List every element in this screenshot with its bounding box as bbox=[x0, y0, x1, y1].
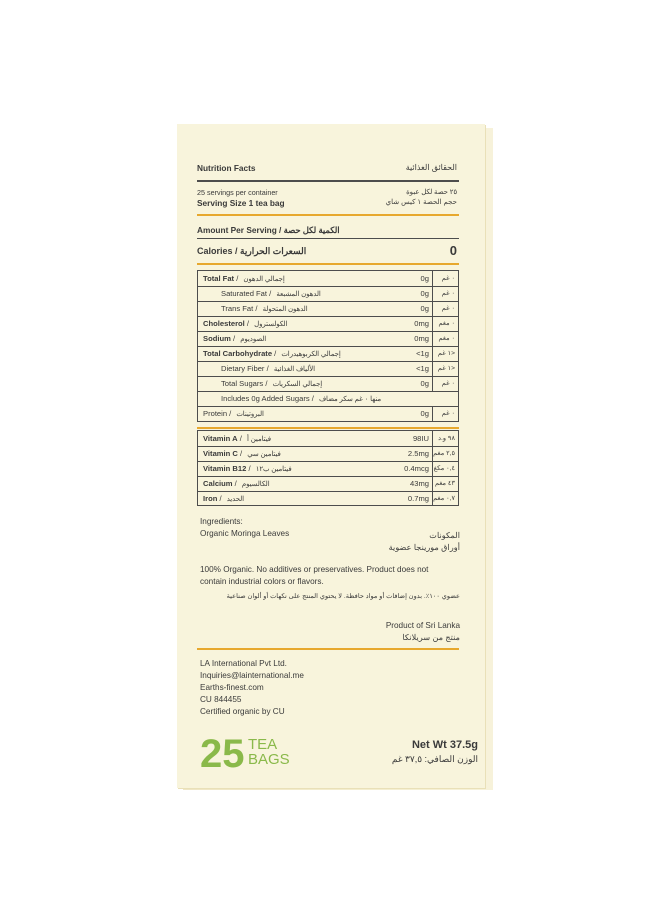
amount-divider bbox=[197, 238, 459, 239]
servings-en: 25 servings per container bbox=[197, 188, 278, 197]
calories-divider bbox=[197, 263, 459, 265]
nutrient-amount: 0g bbox=[420, 304, 429, 313]
calories-value: 0 bbox=[449, 243, 457, 258]
nutrition-title-ar: الحقائق الغذائية bbox=[405, 163, 457, 172]
separator: / bbox=[263, 379, 270, 388]
calories-label: Calories / السعرات الحرارية bbox=[197, 246, 307, 256]
nutrient-label bbox=[203, 319, 288, 328]
ingredients-heading-ar: المكونات bbox=[429, 531, 460, 540]
row-divider bbox=[197, 406, 459, 407]
nutrient-name-ar: الدهون المشبعة bbox=[276, 291, 321, 298]
nutrient-row bbox=[197, 271, 459, 286]
column-divider bbox=[432, 286, 433, 301]
nutrient-amount-ar: <١ غم bbox=[437, 350, 455, 357]
vitamin-amount-ar: ٠,٤ مكغ bbox=[433, 465, 455, 472]
vitamin-name-ar: فيتامين أ bbox=[246, 436, 272, 443]
vitamin-name: Vitamin B12 bbox=[203, 464, 247, 473]
nutrient-row bbox=[197, 361, 459, 376]
row-divider bbox=[197, 446, 459, 447]
nutrient-name-ar: الكولسترول bbox=[254, 321, 288, 328]
nutrient-label bbox=[203, 274, 285, 283]
nutrient-amount-ar: ٠ غم bbox=[441, 410, 455, 417]
nutrient-row bbox=[197, 346, 459, 361]
title-divider bbox=[197, 180, 459, 182]
nutrient-name-ar: الدهون المتحولة bbox=[262, 306, 308, 313]
vitamin-amount: 0.4mcg bbox=[404, 464, 429, 473]
vitamin-amount-ar: ٠,٧ مغم bbox=[433, 495, 455, 502]
vitamin-name: Vitamin A bbox=[203, 434, 238, 443]
nutrient-name: Dietary Fiber bbox=[221, 364, 265, 373]
servings-ar: ٢٥ حصة لكل عبوة bbox=[406, 189, 457, 196]
row-divider bbox=[197, 461, 459, 462]
company-website: Earths-finest.com bbox=[200, 683, 264, 692]
nutrient-name-ar: منها ٠ غم سكر مضاف bbox=[319, 396, 382, 403]
vitamin-name: Calcium bbox=[203, 479, 233, 488]
nutrient-amount: <1g bbox=[416, 349, 429, 358]
company-email: Inquiries@lainternational.me bbox=[200, 671, 304, 680]
nutrient-amount-ar: ٠ غم bbox=[441, 380, 455, 387]
nutrient-amount-ar: ٠ مغم bbox=[438, 320, 455, 327]
company-name: LA International Pvt Ltd. bbox=[200, 659, 287, 668]
row-divider bbox=[197, 301, 459, 302]
column-divider bbox=[432, 376, 433, 391]
nutrient-amount-ar: ٠ غم bbox=[441, 290, 455, 297]
nutrient-label bbox=[203, 334, 266, 343]
nutrient-amount-ar: ٠ غم bbox=[441, 305, 455, 312]
origin-divider bbox=[197, 648, 459, 650]
separator: / bbox=[234, 274, 241, 283]
row-divider bbox=[197, 376, 459, 377]
separator: / bbox=[253, 304, 260, 313]
column-divider bbox=[432, 406, 433, 421]
serving-size-en: Serving Size 1 tea bag bbox=[197, 198, 285, 208]
vitamin-amount: 2.5mg bbox=[407, 449, 429, 458]
separator: / bbox=[227, 409, 234, 418]
tea-bag-count: 25 bbox=[200, 732, 245, 776]
ingredients-heading: Ingredients: bbox=[200, 517, 243, 526]
nutrient-label bbox=[221, 364, 315, 373]
origin-ar: منتج من سريلانكا bbox=[402, 633, 460, 642]
nutrient-name: Trans Fat bbox=[221, 304, 254, 313]
nutrient-name-ar: البروتينات bbox=[236, 411, 264, 418]
row-divider bbox=[197, 361, 459, 362]
separator: / bbox=[309, 394, 317, 403]
row-divider bbox=[197, 331, 459, 332]
separator: / bbox=[264, 364, 271, 373]
certified-organic: Certified organic by CU bbox=[200, 707, 285, 716]
nutrient-amount: <1g bbox=[416, 364, 429, 373]
nutrient-name: Protein bbox=[203, 409, 228, 418]
vitamin-row bbox=[197, 476, 459, 491]
vitamin-amount-ar: ٤٣ مغم bbox=[434, 480, 455, 487]
vitamin-name: Iron bbox=[203, 494, 218, 503]
net-weight: Net Wt 37.5g bbox=[411, 739, 478, 751]
row-divider bbox=[197, 346, 459, 347]
column-divider bbox=[432, 431, 433, 446]
net-weight-ar: الوزن الصافي: ٣٧,٥ غم bbox=[391, 754, 478, 764]
nutrient-row bbox=[197, 286, 459, 301]
nutrient-label bbox=[203, 349, 341, 358]
vitamin-name-ar: الحديد bbox=[226, 496, 245, 503]
nutrient-label bbox=[221, 304, 308, 313]
nutrient-row bbox=[197, 406, 459, 421]
nutrient-amount: 0g bbox=[420, 274, 429, 283]
vitamin-name: Vitamin C bbox=[203, 449, 238, 458]
column-divider bbox=[432, 361, 433, 376]
vitamin-name-ar: فيتامين سي bbox=[247, 451, 281, 458]
amount-per-serving-label: Amount Per Serving / الكمية لكل حصة bbox=[197, 225, 340, 235]
claims-ar: عضوي ١٠٠٪. بدون إضافات أو مواد حافظة. لا يحتوي المنتج على نكهات أو ألوان صناعية bbox=[226, 593, 460, 600]
ingredients-list-ar: أوراق مورينجا عضوية bbox=[388, 543, 460, 552]
column-divider bbox=[432, 346, 433, 361]
row-divider bbox=[197, 316, 459, 317]
nutrition-title-en: Nutrition Facts bbox=[197, 163, 256, 173]
tea-label: TEA bbox=[248, 736, 278, 753]
separator: / bbox=[244, 319, 252, 328]
separator: / bbox=[232, 479, 239, 488]
vitamin-name-ar: فيتامين ب١٢ bbox=[255, 466, 292, 473]
vitamin-amount: 0.7mg bbox=[407, 494, 429, 503]
column-divider bbox=[432, 316, 433, 331]
separator: / bbox=[217, 494, 224, 503]
vitamins-divider bbox=[197, 427, 459, 429]
nutrient-label bbox=[221, 394, 381, 403]
column-divider bbox=[432, 301, 433, 316]
nutrient-amount: 0mg bbox=[414, 334, 429, 343]
separator: / bbox=[237, 434, 244, 443]
separator: / bbox=[230, 334, 238, 343]
ingredients-list: Organic Moringa Leaves bbox=[200, 529, 290, 538]
column-divider bbox=[432, 331, 433, 346]
vitamin-row bbox=[197, 431, 459, 446]
nutrient-row bbox=[197, 391, 459, 406]
nutrient-row bbox=[197, 301, 459, 316]
vitamin-row bbox=[197, 491, 459, 506]
nutrient-amount-ar: ٠ مغم bbox=[438, 335, 455, 342]
vitamin-amount: 43mg bbox=[410, 479, 429, 488]
row-divider bbox=[197, 491, 459, 492]
nutrient-name: Includes 0g Added Sugars bbox=[221, 394, 310, 403]
nutrient-name-ar: الصوديوم bbox=[240, 336, 267, 343]
separator: / bbox=[237, 449, 245, 458]
column-divider bbox=[432, 476, 433, 491]
vitamin-row bbox=[197, 446, 459, 461]
nutrient-name-ar: إجمالي السكريات bbox=[272, 381, 323, 388]
separator: / bbox=[246, 464, 253, 473]
nutrient-name: Total Carbohydrate bbox=[203, 349, 273, 358]
separator: / bbox=[272, 349, 279, 358]
vitamin-amount: 98IU bbox=[412, 434, 429, 443]
vitamin-label bbox=[203, 479, 270, 488]
nutrient-row bbox=[197, 331, 459, 346]
nutrient-amount: 0mg bbox=[414, 319, 429, 328]
nutrient-name-ar: الألياف الغذائية bbox=[273, 366, 315, 373]
serving-divider bbox=[197, 214, 459, 216]
vitamin-amount-ar: ٩٨ و.د bbox=[438, 435, 455, 442]
nutrient-name: Saturated Fat bbox=[221, 289, 268, 298]
separator: / bbox=[267, 289, 274, 298]
column-divider bbox=[432, 271, 433, 286]
row-divider bbox=[197, 286, 459, 287]
nutrient-amount: 0g bbox=[420, 289, 429, 298]
nutrient-label bbox=[221, 289, 321, 298]
nutrient-name: Cholesterol bbox=[203, 319, 245, 328]
cu-number: CU 844455 bbox=[200, 695, 242, 704]
vitamin-label bbox=[203, 434, 271, 443]
vitamin-name-ar: الكالسيوم bbox=[241, 481, 270, 488]
nutrient-name-ar: إجمالي الدهون bbox=[243, 276, 285, 283]
bags-label: BAGS bbox=[248, 751, 290, 768]
nutrient-amount-ar: <١ غم bbox=[437, 365, 455, 372]
vitamin-label bbox=[203, 494, 244, 503]
row-divider bbox=[197, 391, 459, 392]
vitamin-amount-ar: ٢,٥ مغم bbox=[433, 450, 455, 457]
serving-size-ar: حجم الحصة ١ كيس شاي bbox=[385, 199, 457, 206]
vitamin-label bbox=[203, 449, 281, 458]
row-divider bbox=[197, 476, 459, 477]
nutrient-name-ar: إجمالي الكربوهيدرات bbox=[281, 351, 341, 358]
nutrient-name: Total Fat bbox=[203, 274, 235, 283]
nutrient-amount: 0g bbox=[420, 409, 429, 418]
nutrient-label bbox=[203, 409, 264, 418]
nutrient-name: Total Sugars bbox=[221, 379, 264, 388]
nutrient-amount-ar: ٠ غم bbox=[441, 275, 455, 282]
vitamin-label bbox=[203, 464, 292, 473]
origin-en: Product of Sri Lanka bbox=[385, 621, 460, 630]
nutrient-row bbox=[197, 316, 459, 331]
vitamin-row bbox=[197, 461, 459, 476]
nutrient-row bbox=[197, 376, 459, 391]
claims-line-1: 100% Organic. No additives or preservatives. Product does not bbox=[200, 565, 429, 574]
nutrient-label bbox=[221, 379, 322, 388]
nutrient-name: Sodium bbox=[203, 334, 231, 343]
claims-line-2: contain industrial colors or flavors. bbox=[200, 577, 324, 586]
nutrient-amount: 0g bbox=[420, 379, 429, 388]
